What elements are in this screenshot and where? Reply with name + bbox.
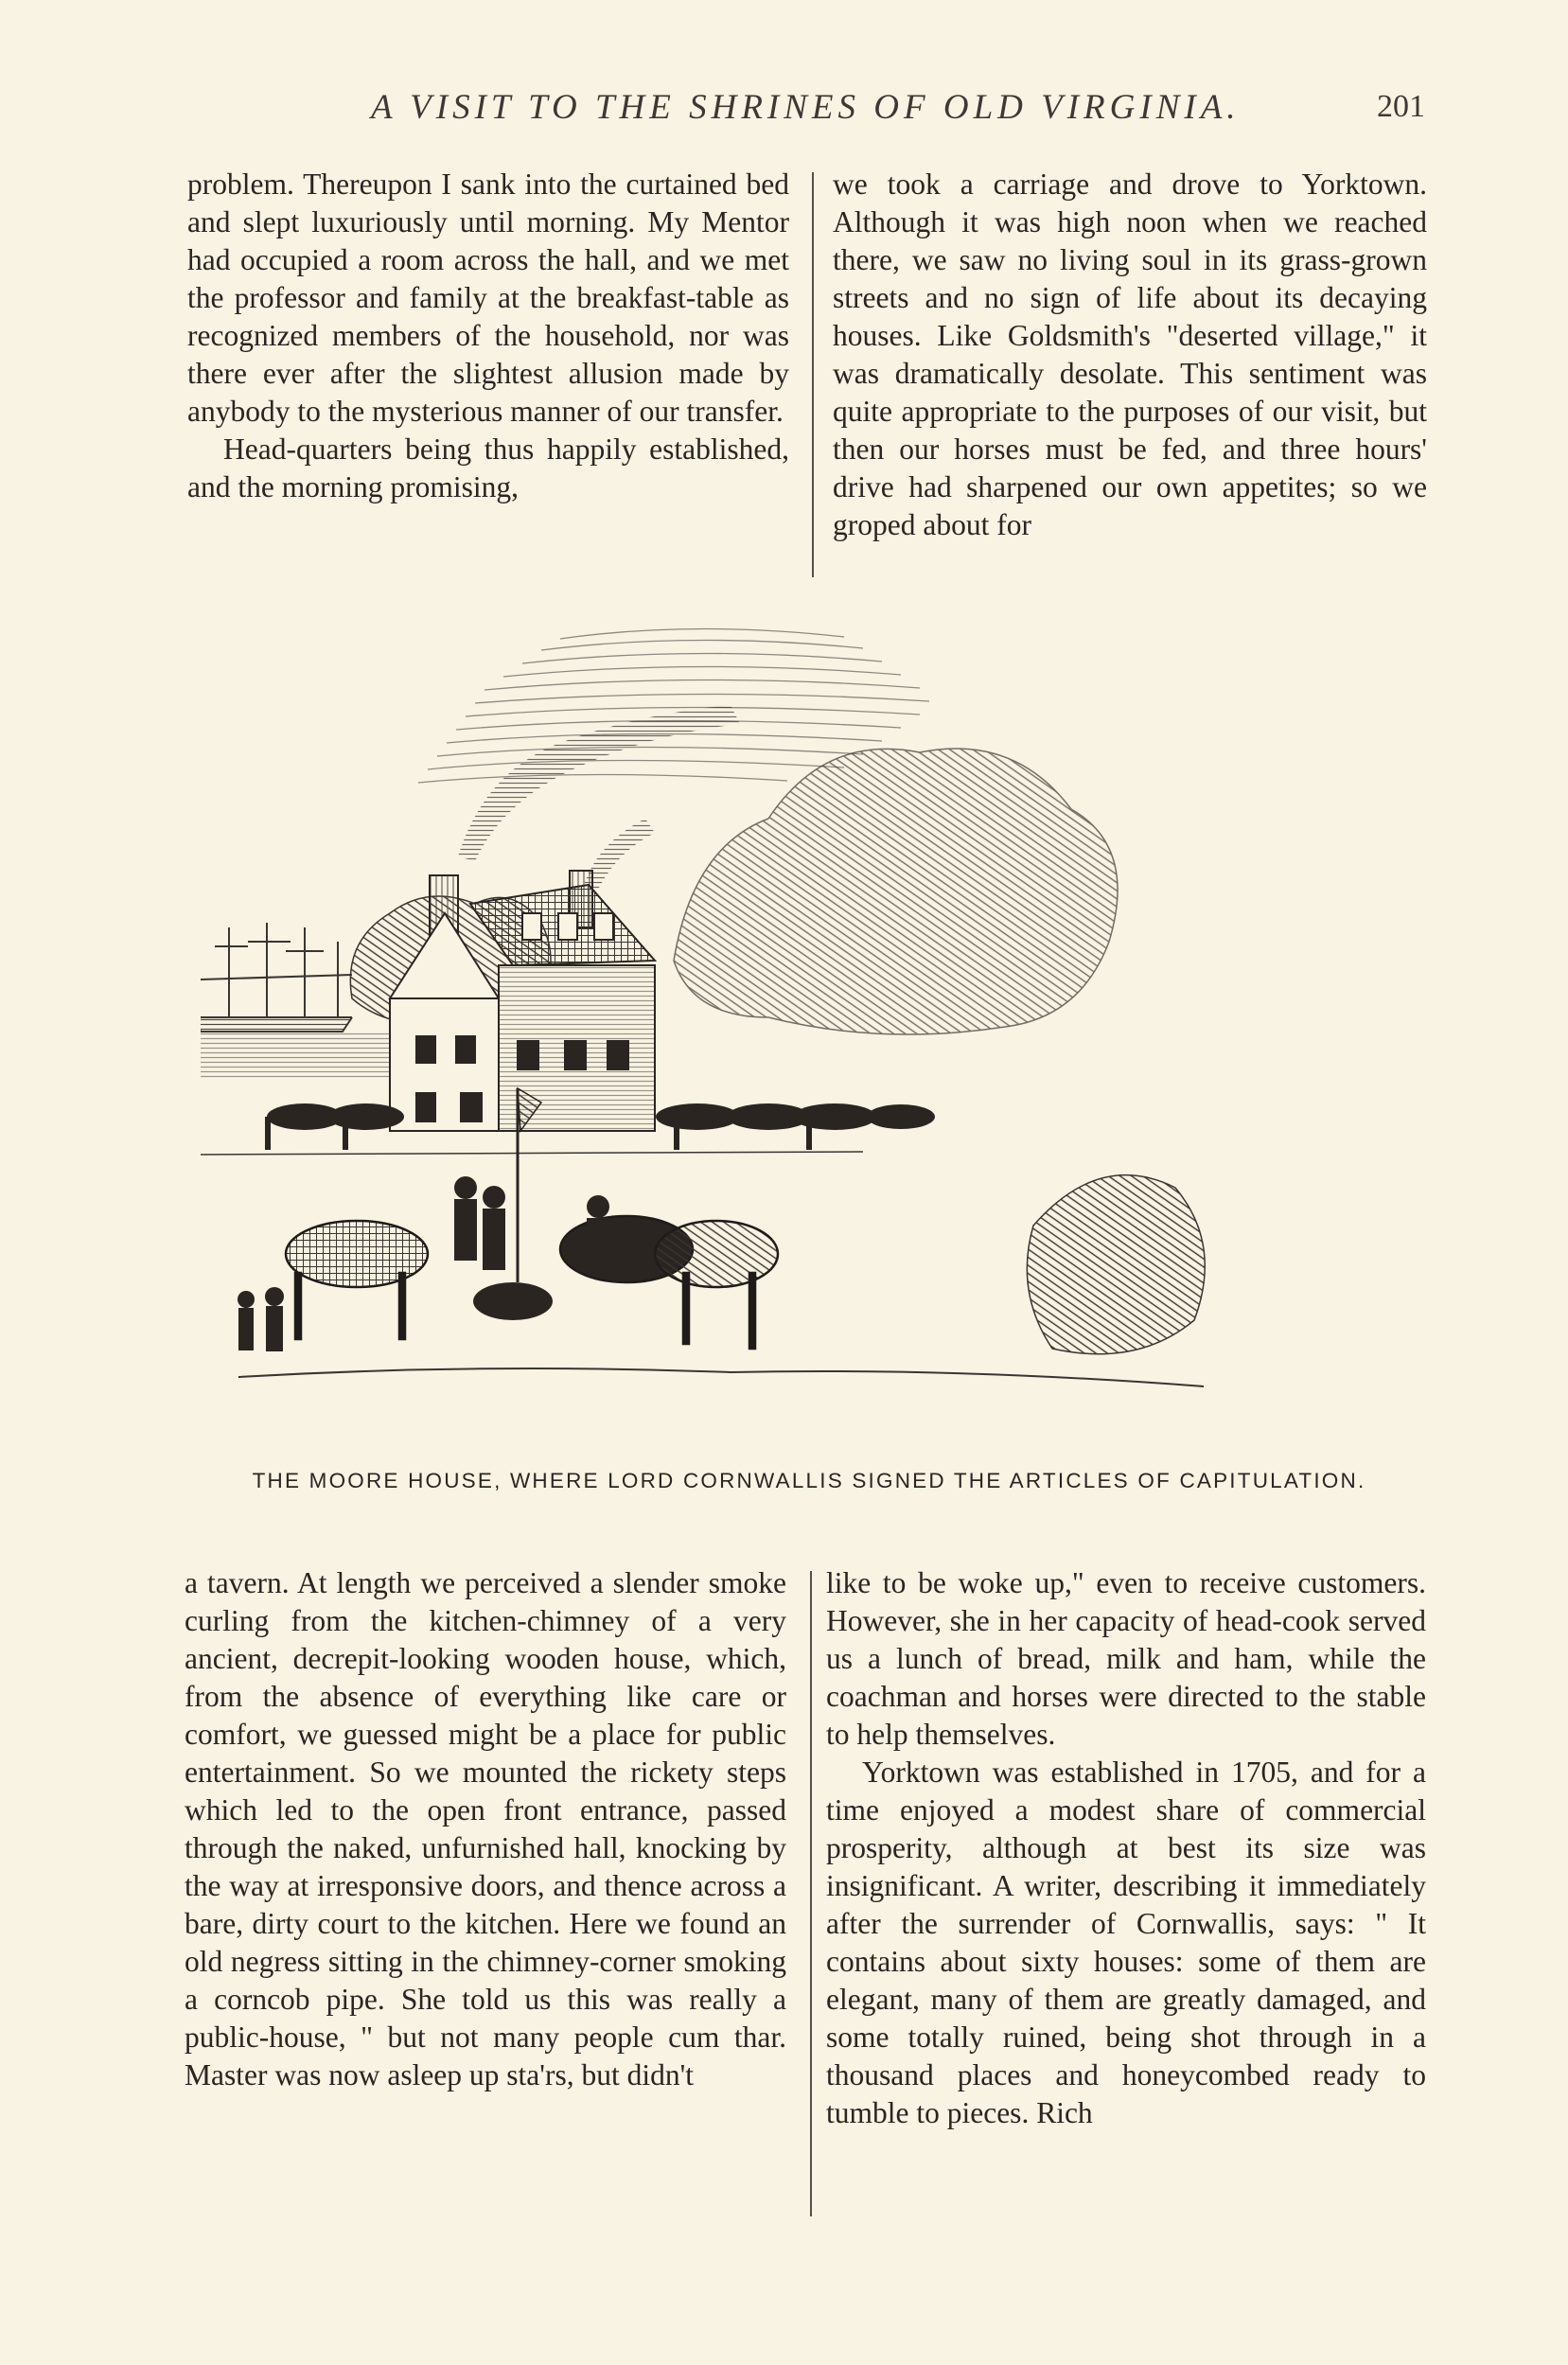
chimney-smoke [458,705,740,861]
running-title: A VISIT TO THE SHRINES OF OLD VIRGINIA. [371,88,1241,127]
bottom-left-column [185,1564,786,2094]
top-right-column [833,166,1427,544]
column-rule [812,172,814,577]
ground-line [201,1152,863,1155]
moore-house-engraving [201,601,1421,1448]
paragraph: problem. Thereupon I sank into the curtained bed and slept luxuriously until morning. My Mentor had occupied a room across the hall, and we met the professor and family at the breakfast-table as recognized members of the household, nor was there ever after the slightest allusion made by anybody to the mysterious manner of our transfer. [187,168,789,428]
top-left-column [187,166,789,506]
running-header [0,87,1568,134]
foreground-bushes [1027,1175,1205,1354]
children [238,1287,284,1351]
paragraph: like to be woke up," even to receive customers. However, she in her capacity of head-cook served us a lunch of bread, milk and ham, while the coachman and horses were directed to the stable to help themselves. [826,1566,1426,1751]
foreground-horses [286,1216,778,1349]
illustration-caption: THE MOORE HOUSE, WHERE LORD CORNWALLIS SIGNED THE ARTICLES OF CAPITULATION. [252,1469,1366,1492]
column-rule [810,1571,812,2216]
chimney-smoke [584,819,655,890]
foreground-ground [238,1368,1204,1386]
tree-right [674,749,1118,1034]
paragraph: we took a carriage and drove to Yorktown. Although it was high noon when we reached there, we saw no living soul in its grass-grown streets and no sign of life about its decaying houses. Like Goldsmith's "deserted village," it was dramatically desolate. This sentiment was quite appropriate to the purposes of our visit, but then our horses must be fed, and three hours' drive had sharpened our own appetites; so we groped about for [833,168,1427,541]
paragraph: Yorktown was established in 1705, and for a time enjoyed a modest share of commercial prosperity, although at best its size was insignificant. A writer, describing it immediately after the surrender of Cornwallis, says: " It contains about sixty houses: some of them are elegant, many of them are greatly damaged, and some totally ruined, being shot through in a thousand places and honeycombed ready to tumble to pieces. Rich [826,1756,1426,2129]
paragraph: a tavern. At length we perceived a slender smoke curling from the kitchen-chimney of a very ancient, decrepit-looking wooden house, which, from the absence of everything like care or comfort, we guessed might be a place for public entertainment. So we mounted the rickety steps which led to the open front entrance, passed through the naked, unfurnished hall, knocking by the way at irresponsive doors, and thence across a bare, dirty court to the kitchen. Here we found an old negress sitting in the chimney-corner smoking a corncob pipe. She told us this was really a public-house, " but not many people cum thar. Master was now asleep up sta'rs, but didn't [185,1566,786,2091]
sailing-ship [201,923,352,1032]
page-number: 201 [1377,89,1425,124]
bottom-right-column [826,1564,1426,2132]
paragraph: Head-quarters being thus happily established, and the morning promising, [187,432,789,503]
